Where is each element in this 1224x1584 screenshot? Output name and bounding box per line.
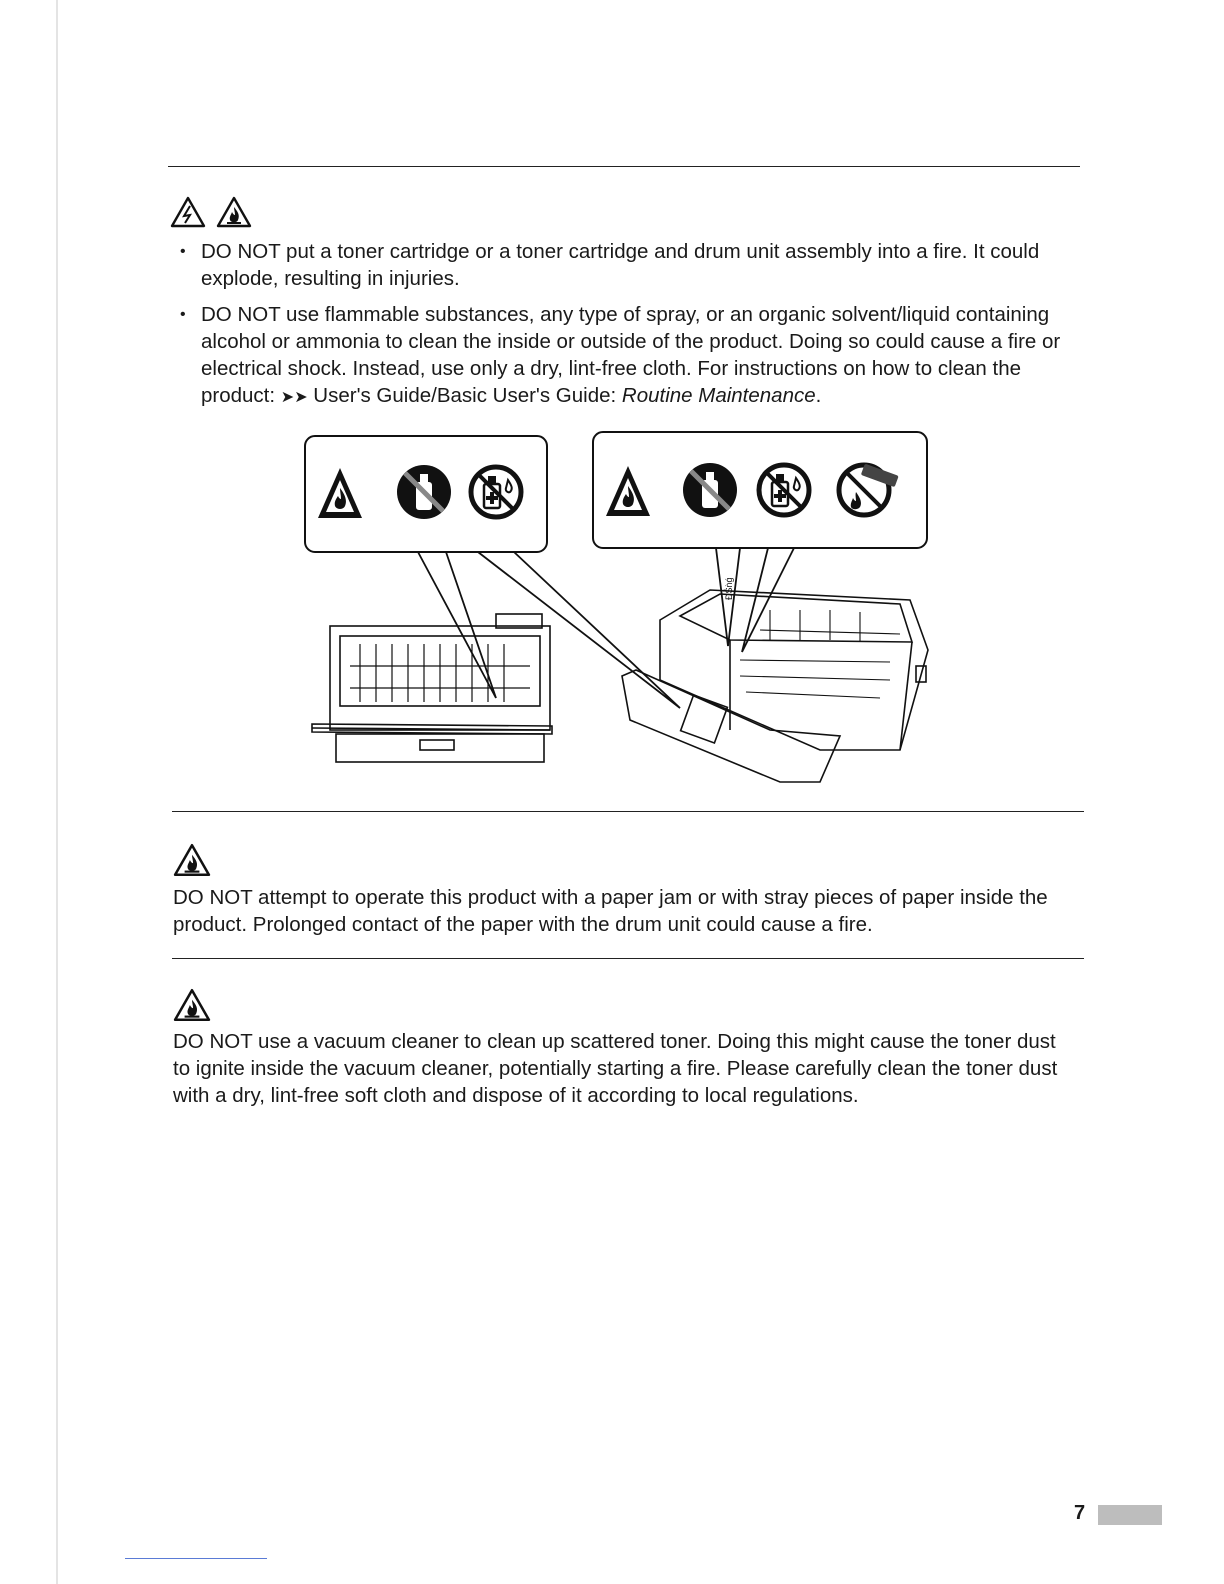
vacuum-cleaner-warning: DO NOT use a vacuum cleaner to clean up scattered toner. Doing this might cause the toner dust to ignite inside the vacuum cleaner, potentially starting a fire. Please carefully clean the toner dust with a dry, lint-free soft cloth and dispose of it according to local regulations. [173, 1030, 1058, 1107]
footnote-rule [125, 1558, 267, 1559]
do-not-lead: DO NOT [201, 240, 281, 263]
electric-shock-warning-icon [170, 196, 206, 228]
paper-jam-warning: DO NOT attempt to operate this product with a paper jam or with stray pieces of paper inside the product. Prolonged contact of the paper with the drum unit could cause a fire. [173, 886, 1048, 936]
guide-reference: User's Guide/Basic User's Guide: [307, 384, 622, 407]
no-spray-icon [397, 465, 451, 519]
scan-edge [56, 0, 58, 1584]
list-item [180, 238, 1080, 292]
fire-warning-icon [216, 196, 252, 228]
printer-side-label: ĐŠǹǵ [724, 577, 734, 600]
no-flammable-liquid-icon [471, 467, 521, 517]
section-divider [172, 811, 1084, 812]
printer-illustration [300, 430, 930, 800]
bullet-text: use flammable substances, any type of spray, or an organic solvent/liquid containing alcohol or ammonia to clean the inside or outside of the product. Doing so could cause a fire or electrical shock. Instead, use only a dry, lint-free cloth. For instructions on how to clean the product: [201, 303, 1061, 407]
list-item [180, 301, 1080, 411]
fire-warning-icon [173, 988, 211, 1022]
guide-reference-topic: Routine Maintenance [621, 384, 816, 407]
no-spray-icon [683, 463, 737, 517]
do-not-lead: DO NOT [201, 303, 281, 326]
callout-pointers [418, 548, 794, 708]
bullet-text: put a toner cartridge or a toner cartridge and drum unit assembly into a fire. It could explode, resulting in injuries. [201, 240, 1040, 290]
warning-icons [170, 196, 252, 228]
sentence-end: . [815, 384, 822, 407]
page-number: 7 [1074, 1502, 1086, 1524]
section-divider [168, 166, 1080, 167]
reference-arrows: ➤➤ [280, 389, 308, 406]
printer-front-view [622, 590, 928, 782]
warning-list [180, 238, 1080, 420]
page-tab-marker [1098, 1505, 1162, 1525]
printer-rear-view [312, 614, 552, 762]
no-flammable-liquid-icon [759, 465, 809, 515]
fire-warning-icon [173, 843, 211, 877]
section-divider [172, 958, 1084, 959]
